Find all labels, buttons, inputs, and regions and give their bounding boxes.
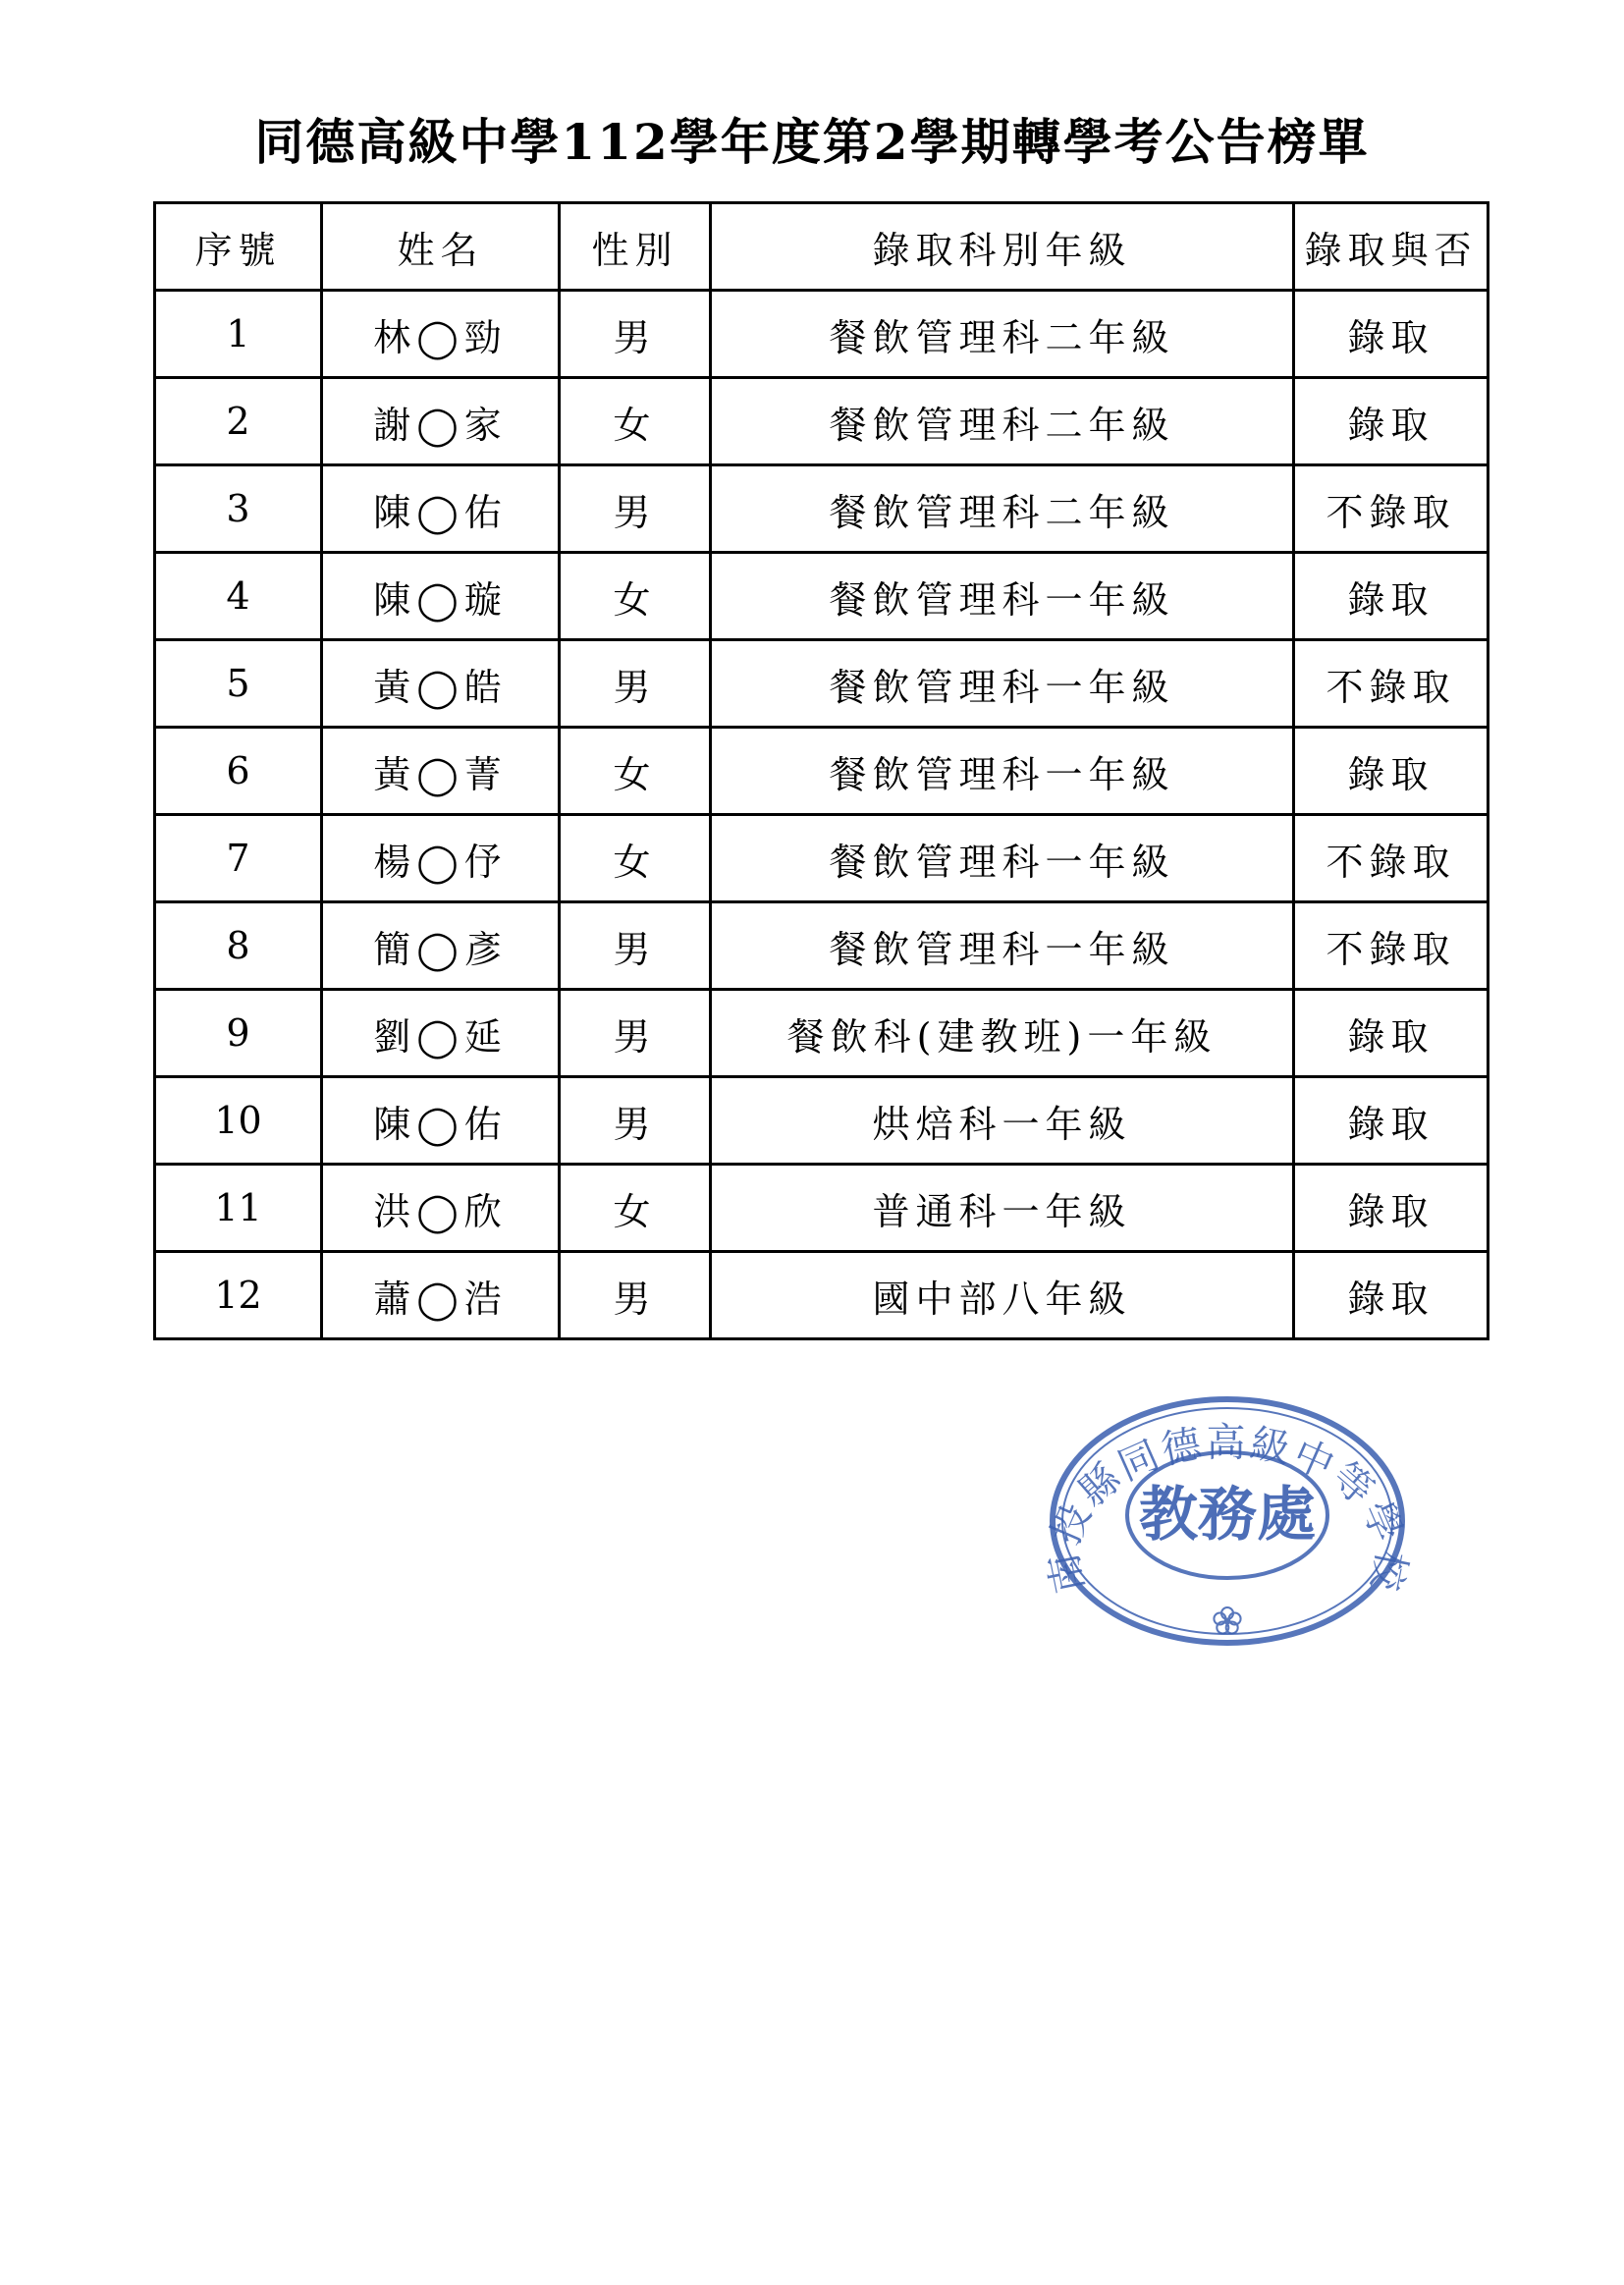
cell-gender: 女 [560, 378, 711, 465]
cell-gender: 男 [560, 291, 711, 378]
header-name: 姓名 [322, 203, 560, 291]
cell-result: 錄取 [1294, 291, 1489, 378]
cell-name: 謝◯家 [322, 378, 560, 465]
seal-graphic [1041, 1389, 1414, 1650]
table-row [155, 465, 1489, 553]
cell-name: 林◯勁 [322, 291, 560, 378]
table-row [155, 1252, 1489, 1339]
office-seal [1041, 1389, 1414, 1650]
cell-result: 錄取 [1294, 1165, 1489, 1252]
cell-serial: 6 [155, 728, 322, 815]
seal-center-text: 教務處 [1139, 1481, 1316, 1550]
cell-serial: 5 [155, 640, 322, 728]
table-row [155, 728, 1489, 815]
cell-gender: 男 [560, 1077, 711, 1165]
cell-result: 錄取 [1294, 990, 1489, 1077]
table-row [155, 990, 1489, 1077]
table-row [155, 1077, 1489, 1165]
cell-department: 餐飲管理科一年級 [711, 815, 1294, 902]
cell-department: 國中部八年級 [711, 1252, 1294, 1339]
cell-department: 餐飲管理科二年級 [711, 465, 1294, 553]
table-row [155, 378, 1489, 465]
cell-serial: 3 [155, 465, 322, 553]
table-row [155, 291, 1489, 378]
table-row [155, 640, 1489, 728]
cell-serial: 4 [155, 553, 322, 640]
cell-name: 陳◯佑 [322, 465, 560, 553]
cell-result: 不錄取 [1294, 465, 1489, 553]
cell-department: 餐飲管理科一年級 [711, 728, 1294, 815]
page-title: 同德高級中學112學年度第2學期轉學考公告榜單 [254, 113, 1370, 171]
cell-name: 劉◯延 [322, 990, 560, 1077]
cell-result: 錄取 [1294, 1252, 1489, 1339]
cell-gender: 女 [560, 728, 711, 815]
cell-serial: 8 [155, 902, 322, 990]
cell-department: 烘焙科一年級 [711, 1077, 1294, 1165]
cell-result: 錄取 [1294, 1077, 1489, 1165]
table-row [155, 902, 1489, 990]
cell-result: 錄取 [1294, 378, 1489, 465]
cell-serial: 2 [155, 378, 322, 465]
cell-gender: 男 [560, 902, 711, 990]
admission-table [153, 201, 1489, 1340]
cell-department: 普通科一年級 [711, 1165, 1294, 1252]
cell-name: 黃◯菁 [322, 728, 560, 815]
cell-result: 不錄取 [1294, 815, 1489, 902]
table-header-row [155, 203, 1489, 291]
cell-department: 餐飲管理科二年級 [711, 291, 1294, 378]
seal-ring-text: 南投縣同德高級中等學校 [1041, 1420, 1414, 1598]
cell-gender: 男 [560, 465, 711, 553]
cell-name: 簡◯彥 [322, 902, 560, 990]
cell-department: 餐飲管理科一年級 [711, 640, 1294, 728]
plum-blossom-icon [1214, 1607, 1240, 1634]
cell-department: 餐飲科(建教班)一年級 [711, 990, 1294, 1077]
cell-serial: 9 [155, 990, 322, 1077]
cell-name: 洪◯欣 [322, 1165, 560, 1252]
cell-department: 餐飲管理科一年級 [711, 902, 1294, 990]
cell-gender: 男 [560, 990, 711, 1077]
cell-result: 錄取 [1294, 553, 1489, 640]
cell-gender: 女 [560, 1165, 711, 1252]
header-gender: 性別 [560, 203, 711, 291]
header-serial: 序號 [155, 203, 322, 291]
table-row [155, 553, 1489, 640]
cell-gender: 男 [560, 1252, 711, 1339]
cell-name: 陳◯佑 [322, 1077, 560, 1165]
cell-name: 黃◯皓 [322, 640, 560, 728]
cell-department: 餐飲管理科二年級 [711, 378, 1294, 465]
cell-gender: 男 [560, 640, 711, 728]
cell-serial: 1 [155, 291, 322, 378]
cell-result: 不錄取 [1294, 902, 1489, 990]
cell-name: 楊◯伃 [322, 815, 560, 902]
cell-serial: 10 [155, 1077, 322, 1165]
cell-name: 陳◯璇 [322, 553, 560, 640]
cell-serial: 11 [155, 1165, 322, 1252]
table-row [155, 815, 1489, 902]
cell-result: 錄取 [1294, 728, 1489, 815]
header-result: 錄取與否 [1294, 203, 1489, 291]
cell-serial: 12 [155, 1252, 322, 1339]
cell-department: 餐飲管理科一年級 [711, 553, 1294, 640]
cell-gender: 女 [560, 815, 711, 902]
header-department: 錄取科別年級 [711, 203, 1294, 291]
cell-result: 不錄取 [1294, 640, 1489, 728]
cell-name: 蕭◯浩 [322, 1252, 560, 1339]
cell-serial: 7 [155, 815, 322, 902]
table-row [155, 1165, 1489, 1252]
cell-gender: 女 [560, 553, 711, 640]
